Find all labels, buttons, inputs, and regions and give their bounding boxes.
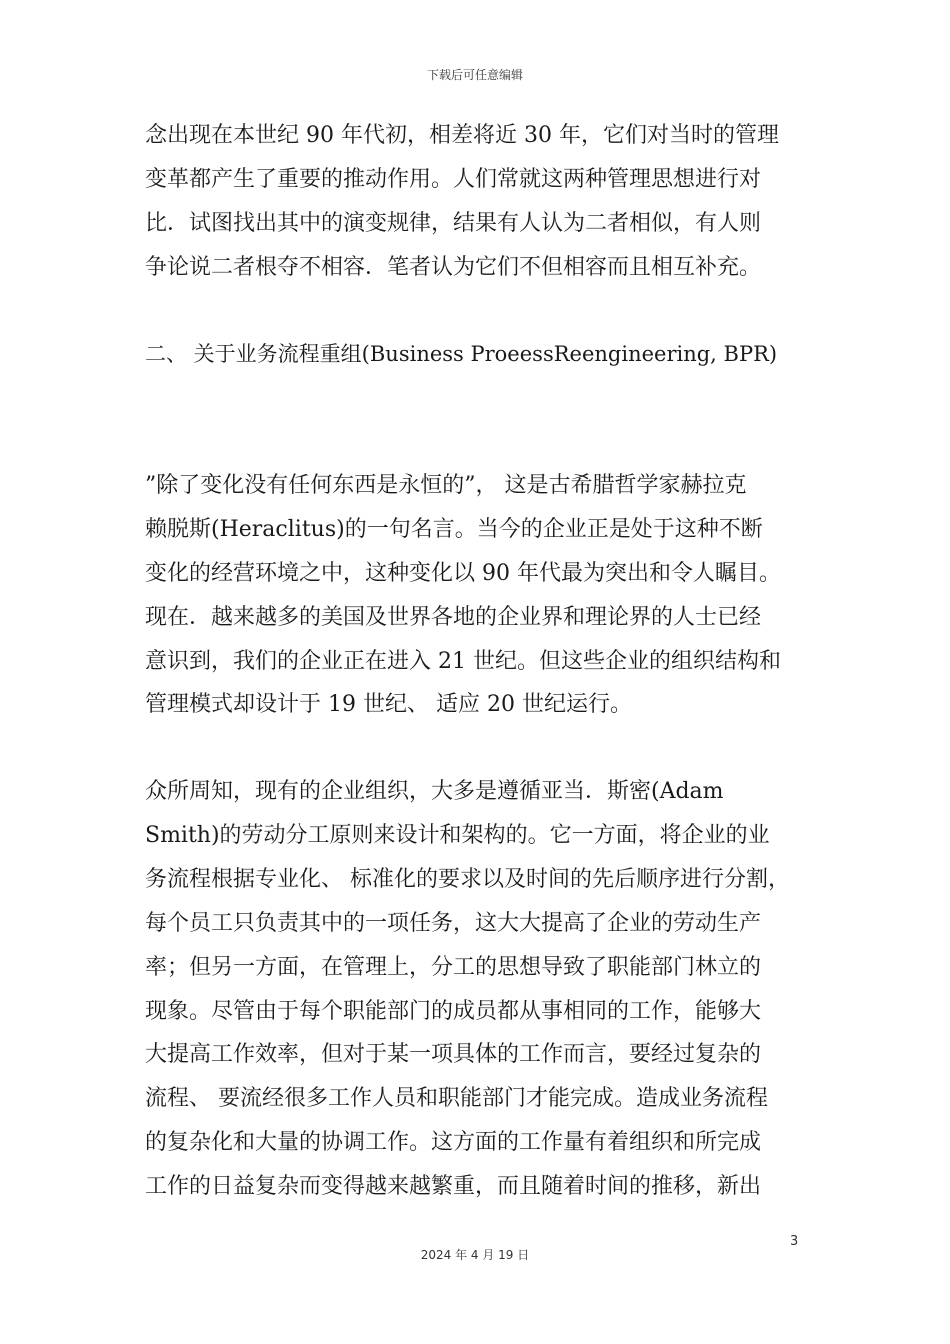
paragraph-line: 务流程根据专业化、 标准化的要求以及时间的先后顺序进行分割， xyxy=(145,867,790,892)
header-note: 下载后可任意编辑 xyxy=(426,68,523,82)
paragraph-line: 变革都产生了重要的推动作用。人们常就这两种管理思想进行对 xyxy=(145,167,762,192)
paragraph-line: 大提高工作效率，但对于某一项具体的工作而言，要经过复杂的 xyxy=(145,1042,762,1067)
paragraph-line: ”除了变化没有任何东西是永恒的”， 这是古希腊哲学家赫拉克 xyxy=(145,473,747,498)
footer-date: 2024 年 4 月 19 日 xyxy=(420,1248,530,1262)
paragraph-line: 赖脱斯(Heraclitus)的一句名言。当今的企业正是处于这种不断 xyxy=(145,517,763,542)
paragraph-line: 现象。尽管由于每个职能部门的成员都从事相同的工作，能够大 xyxy=(145,999,762,1024)
paragraph-line: 流程、 要流经很多工作人员和职能部门才能完成。造成业务流程 xyxy=(145,1086,768,1111)
paragraph-line: 管理模式却设计于 19 世纪、 适应 20 世纪运行。 xyxy=(145,692,632,717)
paragraph-line: 争论说二者根夺不相容．笔者认为它们不但相容而且相互补充。 xyxy=(145,255,762,280)
paragraph-line: 比．试图找出其中的演变规律，结果有人认为二者相似，有人则 xyxy=(145,211,762,236)
paragraph-line: 工作的日益复杂而变得越来越繁重，而且随着时间的推移，新出 xyxy=(145,1174,762,1199)
section-heading: 二、 关于业务流程重组(Business ProeessReengineering, BPR) xyxy=(145,342,778,366)
paragraph-line: 众所周知，现有的企业组织，大多是遵循亚当．斯密(Adam xyxy=(145,779,724,804)
paragraph-line: 念出现在本世纪 90 年代初，相差将近 30 年，它们对当时的管理 xyxy=(145,123,779,148)
paragraph-line: 现在．越来越多的美国及世界各地的企业界和理论界的人士已经 xyxy=(145,605,762,630)
paragraph-line: 意识到，我们的企业正在进入 21 世纪。但这些企业的组织结构和 xyxy=(145,649,781,674)
paragraph-line: 的复杂化和大量的协调工作。这方面的工作量有着组织和所完成 xyxy=(145,1130,762,1155)
paragraph-line: Smith)的劳动分工原则来设计和架构的。它一方面，将企业的业 xyxy=(145,823,770,848)
paragraph-line: 变化的经营环境之中，这种变化以 90 年代最为突出和令人瞩目。 xyxy=(145,561,781,586)
page-number: 3 xyxy=(790,1234,799,1249)
paragraph-line: 率；但另一方面，在管理上，分工的思想导致了职能部门林立的 xyxy=(145,955,762,980)
paragraph-line: 每个员工只负责其中的一项任务，这大大提高了企业的劳动生产 xyxy=(145,911,762,936)
